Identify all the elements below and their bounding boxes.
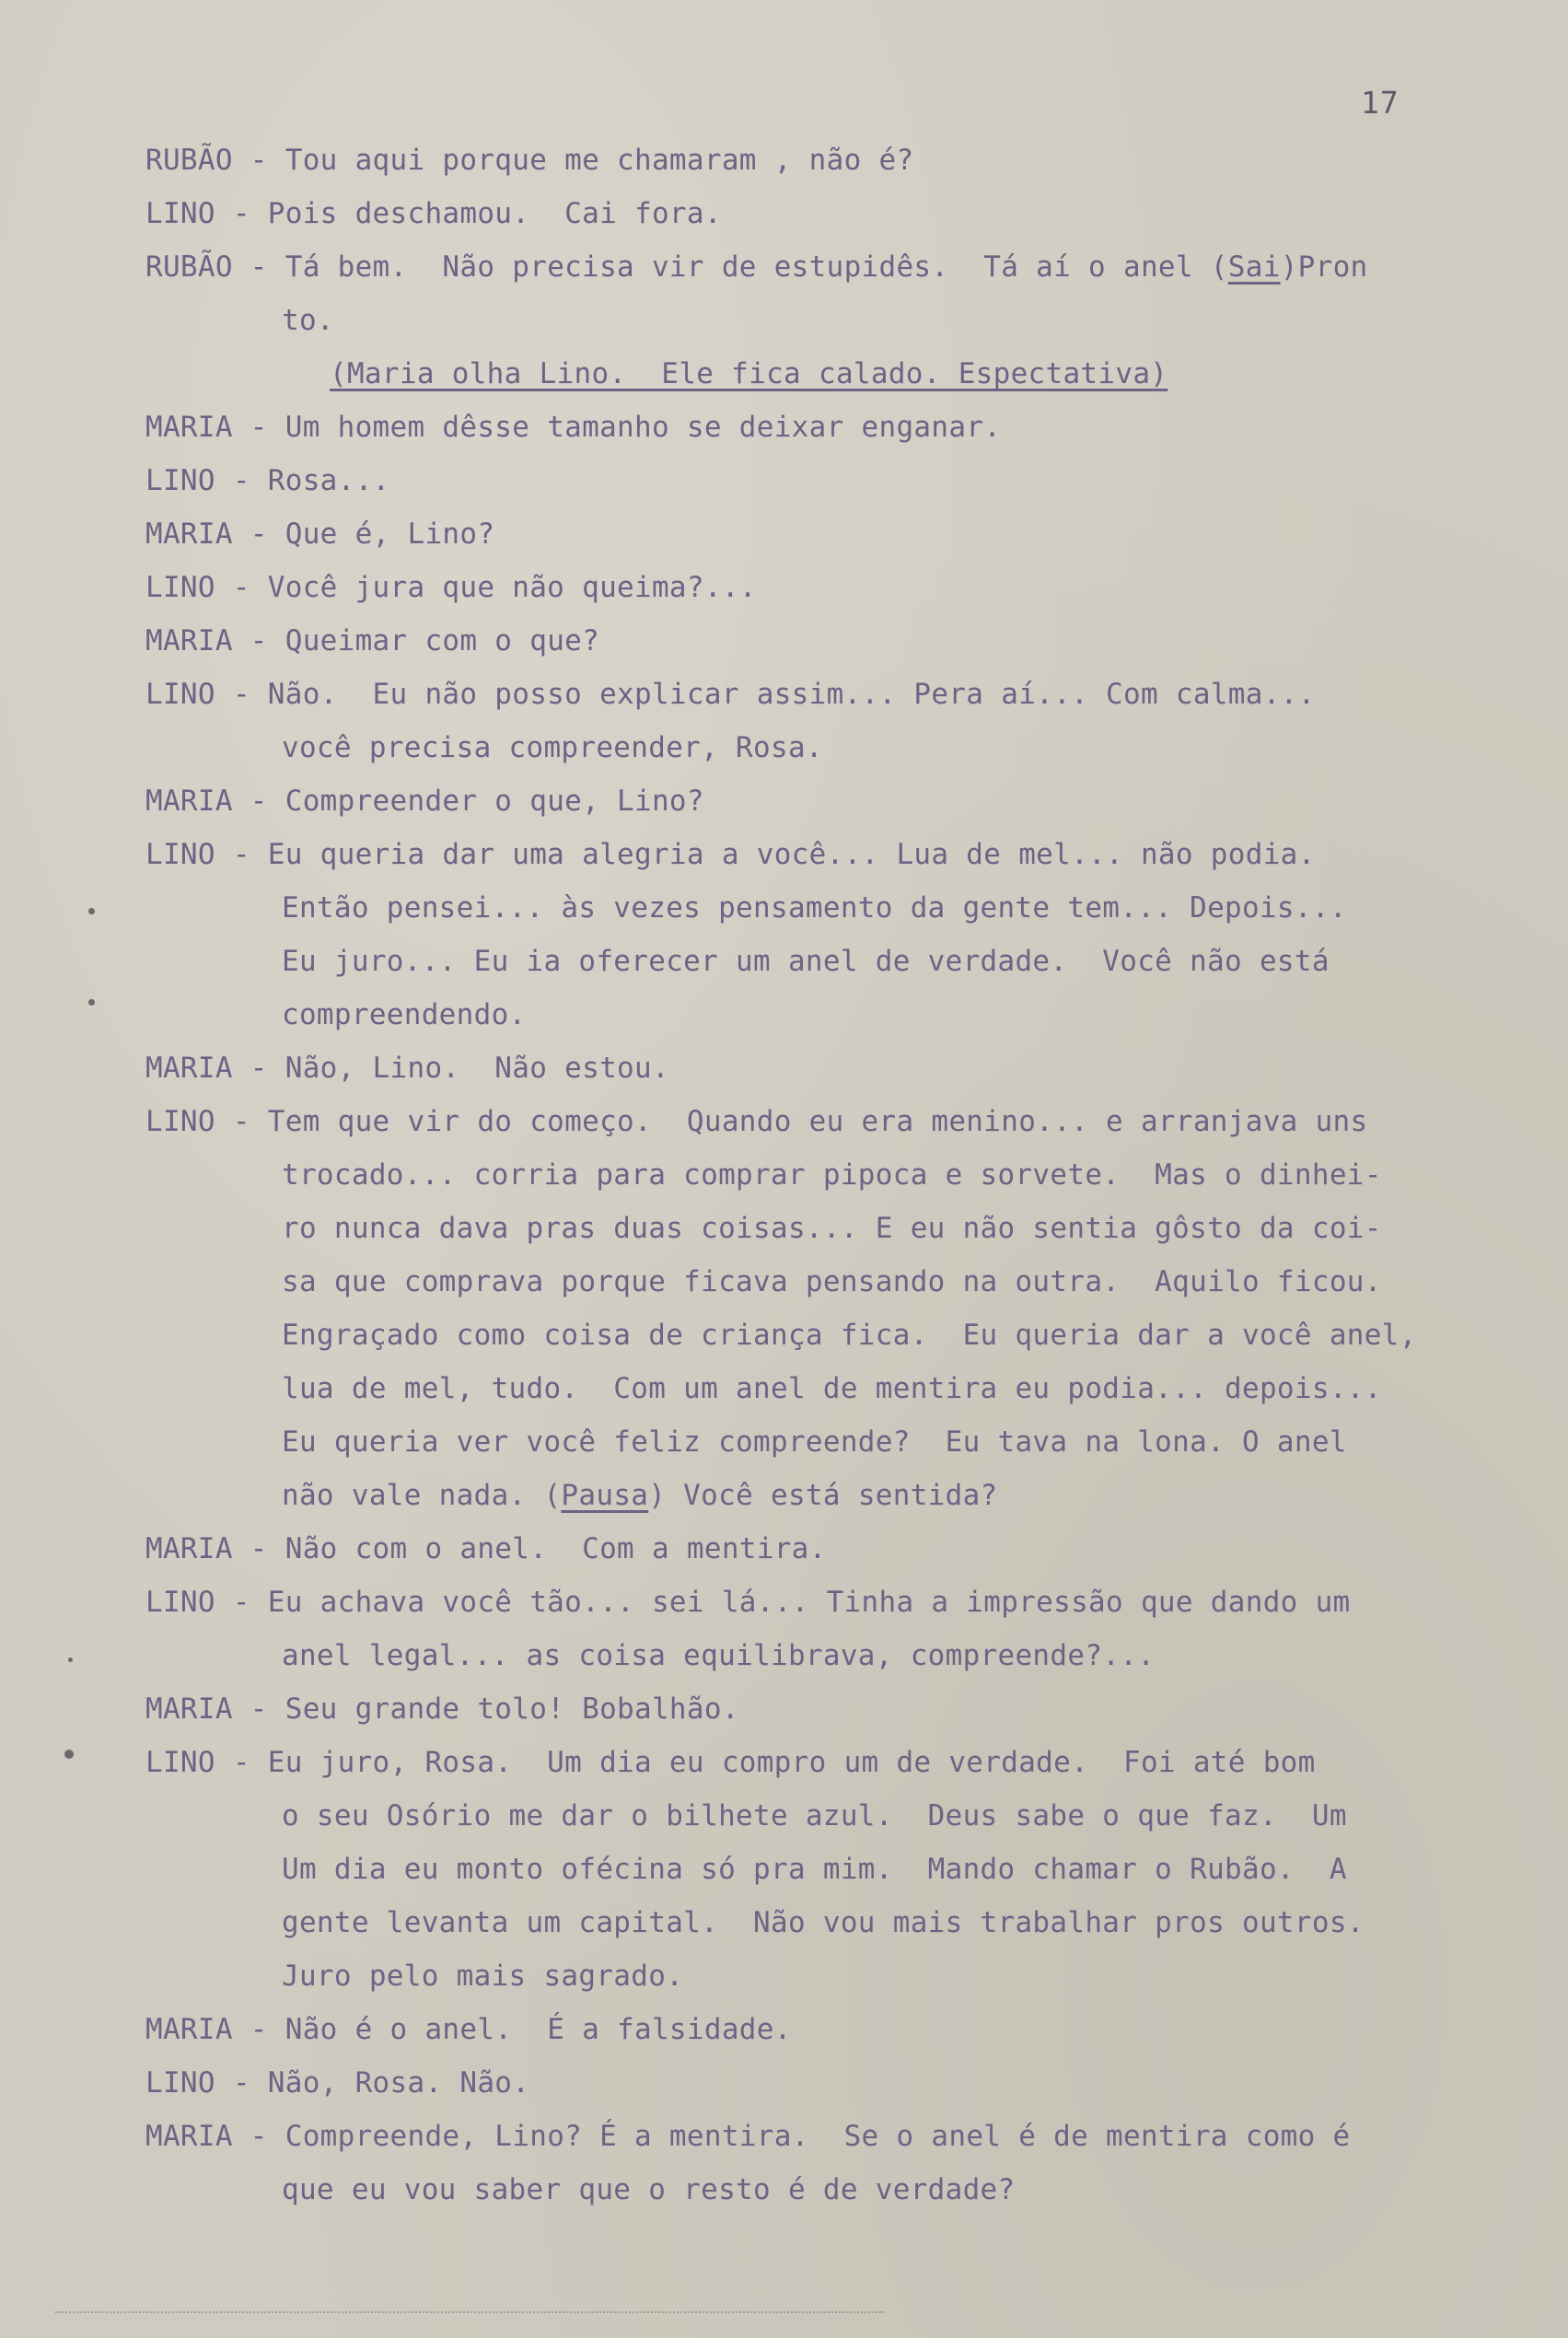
dialogue-line: MARIA - Compreender o que, Lino? (145, 785, 704, 818)
dialogue-continuation (145, 1255, 1508, 1309)
dialogue-text: Tá bem. Não precisa vir de estupidês. Tá aí o anel ( (285, 250, 1228, 284)
continuation-text: não vale nada. ( (282, 1479, 562, 1512)
dialogue-continuation (145, 1843, 1508, 1896)
text-after: ) Você está sentida? (648, 1479, 998, 1512)
continuation-text: que eu vou saber que o resto é de verdade? (282, 2173, 1016, 2206)
continuation-text: ro nunca dava pras duas coisas... E eu não sentia gôsto da coi- (282, 1212, 1382, 1245)
dialogue-text: Rosa... (267, 464, 390, 497)
dialogue-continuation (145, 881, 1508, 935)
dialogue-continuation (145, 1415, 1508, 1469)
dialogue-text: Não. Eu não posso explicar assim... Pera aí... Com calma... (267, 678, 1316, 711)
dialogue-line: LINO - Eu achava você tão... sei lá... Tinha a impressão que dando um (145, 1586, 1351, 1619)
dialogue-continuation (145, 2163, 1508, 2216)
continuation-text: Juro pelo mais sagrado. (282, 1960, 684, 1993)
dialogue-line: LINO - Eu queria dar uma alegria a você... Lua de mel... não podia. (145, 838, 1316, 871)
dialogue-text: Um homem dêsse tamanho se deixar enganar. (285, 411, 1002, 444)
speaker-name: MARIA (145, 785, 233, 818)
speaker-name: LINO (145, 571, 215, 604)
dialogue-line: MARIA - Queimar com o que? (145, 624, 600, 657)
dialogue-text: Não, Lino. Não estou. (285, 1052, 669, 1085)
dialogue-line: LINO - Eu juro, Rosa. Um dia eu compro um de verdade. Foi até bom (145, 1746, 1316, 1779)
speaker-name: MARIA (145, 2013, 233, 2046)
dialogue-line: MARIA - Não é o anel. É a falsidade. (145, 2013, 792, 2046)
dialogue-text: Eu achava você tão... sei lá... Tinha a impressão que dando um (267, 1586, 1351, 1619)
dialogue-line: RUBÃO - Tá bem. Não precisa vir de estupidês. Tá aí o anel (Sai)Pron (145, 250, 1368, 284)
dialogue-line: LINO - Não. Eu não posso explicar assim... Pera aí... Com calma... (145, 678, 1316, 711)
continuation-text: trocado... corria para comprar pipoca e sorvete. Mas o dinhei- (282, 1158, 1382, 1192)
dialogue-continuation (145, 1362, 1508, 1415)
speaker-name: MARIA (145, 1532, 233, 1565)
speaker-name: LINO (145, 678, 215, 711)
dialogue-continuation (145, 1949, 1508, 2003)
dialogue-text: Não com o anel. Com a mentira. (285, 1532, 827, 1565)
paper-speck (88, 908, 95, 914)
bottom-edge-mark (55, 2311, 884, 2317)
script-body (145, 134, 1508, 2216)
speaker-name: MARIA (145, 1052, 233, 1085)
speaker-name: LINO (145, 464, 215, 497)
text-after: )Pron (1280, 250, 1368, 284)
dialogue-text: Você jura que não queima?... (267, 571, 757, 604)
speaker-name: LINO (145, 838, 215, 871)
dialogue-continuation (145, 721, 1508, 774)
speaker-name: LINO (145, 1586, 215, 1619)
dialogue-line: MARIA - Que é, Lino? (145, 518, 495, 551)
stage-direction-text: (Maria olha Lino. Ele fica calado. Espectativa) (330, 357, 1168, 390)
dialogue-line: MARIA - Seu grande tolo! Bobalhão. (145, 1692, 739, 1726)
speaker-name: LINO (145, 2066, 215, 2100)
continuation-text: anel legal... as coisa equilibrava, compreende?... (282, 1639, 1156, 1672)
dialogue-text: Eu queria dar uma alegria a você... Lua de mel... não podia. (267, 838, 1316, 871)
speaker-name: MARIA (145, 1692, 233, 1726)
dialogue-line: MARIA - Compreende, Lino? É a mentira. Se o anel é de mentira como é (145, 2120, 1351, 2153)
continuation-text: sa que comprava porque ficava pensando na outra. Aquilo ficou. (282, 1265, 1382, 1298)
dialogue-text: Não, Rosa. Não. (267, 2066, 530, 2100)
paper-speck (88, 999, 95, 1006)
dialogue-text: Tem que vir do começo. Quando eu era menino... e arranjava uns (267, 1105, 1368, 1138)
dialogue-continuation (145, 1202, 1508, 1255)
dialogue-line: MARIA - Um homem dêsse tamanho se deixar enganar. (145, 411, 1002, 444)
continuation-text: compreendendo. (282, 998, 527, 1031)
dialogue-continuation (145, 1789, 1508, 1843)
dialogue-line: LINO - Rosa... (145, 464, 390, 497)
speaker-name: RUBÃO (145, 250, 233, 284)
continuation-text: to. (282, 304, 334, 337)
paper-speck (68, 1658, 73, 1662)
dialogue-continuation (145, 935, 1508, 988)
continuation-text: lua de mel, tudo. Com um anel de mentira eu podia... depois... (282, 1372, 1382, 1405)
dialogue-text: Tou aqui porque me chamaram , não é? (285, 144, 914, 177)
speaker-name: MARIA (145, 518, 233, 551)
dialogue-text: Não é o anel. É a falsidade. (285, 2013, 792, 2046)
speaker-name: LINO (145, 1746, 215, 1779)
dialogue-line: MARIA - Não, Lino. Não estou. (145, 1052, 669, 1085)
dialogue-continuation (145, 1629, 1508, 1682)
dialogue-continuation (145, 1469, 1508, 1522)
speaker-name: RUBÃO (145, 144, 233, 177)
underlined-direction: Sai (1227, 250, 1281, 284)
speaker-name: MARIA (145, 411, 233, 444)
underlined-direction: Pausa (561, 1479, 649, 1512)
stage-direction (145, 347, 1508, 401)
continuation-text: Então pensei... às vezes pensamento da gente tem... Depois... (282, 891, 1347, 925)
continuation-text: Engraçado como coisa de criança fica. Eu queria dar a você anel, (282, 1319, 1417, 1352)
dialogue-text: Que é, Lino? (285, 518, 495, 551)
dialogue-continuation (145, 1148, 1508, 1202)
continuation-text: Eu juro... Eu ia oferecer um anel de verdade. Você não está (282, 945, 1330, 978)
dialogue-text: Queimar com o que? (285, 624, 600, 657)
speaker-name: MARIA (145, 2120, 233, 2153)
page-number: 17 (1361, 85, 1400, 121)
continuation-text: gente levanta um capital. Não vou mais trabalhar pros outros. (282, 1906, 1365, 1939)
dialogue-continuation (145, 988, 1508, 1041)
continuation-text: Eu queria ver você feliz compreende? Eu tava na lona. O anel (282, 1425, 1347, 1459)
dialogue-text: Pois deschamou. Cai fora. (267, 197, 722, 230)
dialogue-line: LINO - Pois deschamou. Cai fora. (145, 197, 722, 230)
continuation-text: você precisa compreender, Rosa. (282, 731, 823, 764)
speaker-name: MARIA (145, 624, 233, 657)
dialogue-line: LINO - Não, Rosa. Não. (145, 2066, 530, 2100)
paper-speck (64, 1750, 74, 1759)
dialogue-line: MARIA - Não com o anel. Com a mentira. (145, 1532, 827, 1565)
dialogue-text: Compreender o que, Lino? (285, 785, 704, 818)
dialogue-continuation (145, 1309, 1508, 1362)
dialogue-text: Eu juro, Rosa. Um dia eu compro um de verdade. Foi até bom (267, 1746, 1316, 1779)
dialogue-text: Seu grande tolo! Bobalhão. (285, 1692, 739, 1726)
speaker-name: LINO (145, 1105, 215, 1138)
dialogue-text: Compreende, Lino? É a mentira. Se o anel é de mentira como é (285, 2120, 1351, 2153)
dialogue-line: LINO - Você jura que não queima?... (145, 571, 757, 604)
dialogue-line: LINO - Tem que vir do começo. Quando eu era menino... e arranjava uns (145, 1105, 1368, 1138)
dialogue-line: RUBÃO - Tou aqui porque me chamaram , não é? (145, 144, 914, 177)
dialogue-continuation (145, 1896, 1508, 1949)
continuation-text: o seu Osório me dar o bilhete azul. Deus sabe o que faz. Um (282, 1799, 1347, 1832)
speaker-name: LINO (145, 197, 215, 230)
dialogue-continuation (145, 294, 1508, 347)
continuation-text: Um dia eu monto ofécina só pra mim. Mando chamar o Rubão. A (282, 1853, 1347, 1886)
